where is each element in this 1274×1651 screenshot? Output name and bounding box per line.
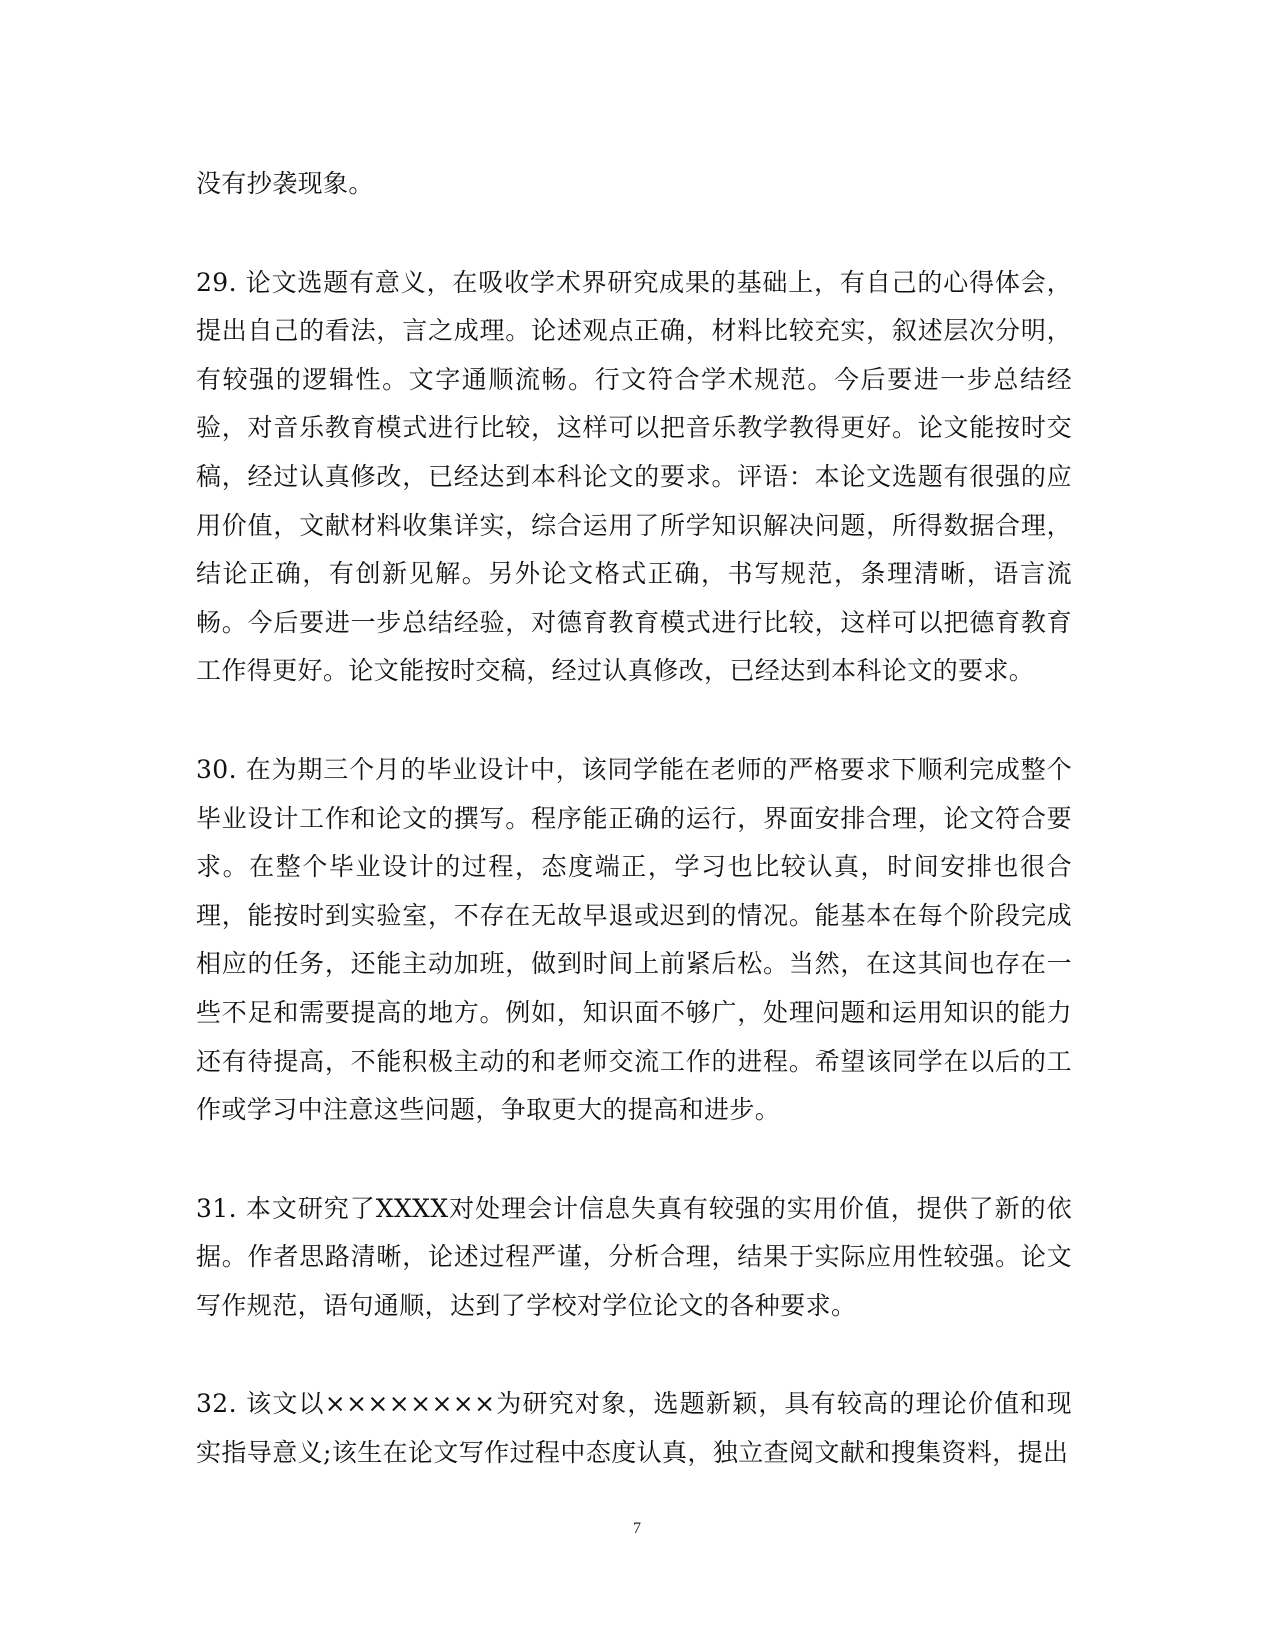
document-body	[196, 160, 1072, 1528]
paragraph-32: 32. 该文以××××××××为研究对象，选题新颖，具有较高的理论价值和现实指导意义;该生在论文写作过程中态度认真，独立查阅文献和搜集资料，提出	[196, 1389, 1072, 1468]
paragraph-31: 31. 本文研究了XXXX对处理会计信息失真有较强的实用价值，提供了新的依据。作者思路清晰，论述过程严谨，分析合理，结果于实际应用性较强。论文写作规范，语句通顺，达到了学校对学位论文的各种要求。	[196, 1193, 1072, 1320]
paragraph-29: 29. 论文选题有意义，在吸收学术界研究成果的基础上，有自己的心得体会，提出自己的看法，言之成理。论述观点正确，材料比较充实，叙述层次分明，有较强的逻辑性。文字通顺流畅。行文符合学术规范。今后要进一步总结经验，对音乐教育模式进行比较，这样可以把音乐教学教得更好。论文能按时交稿，经过认真修改，已经达到本科论文的要求。评语：本论文选题有很强的应用价值，文献材料收集详实，综合运用了所学知识解决问题，所得数据合理，结论正确，有创新见解。另外论文格式正确，书写规范，条理清晰，语言流畅。今后要进一步总结经验，对德育教育模式进行比较，这样可以把德育教育工作得更好。论文能按时交稿，经过认真修改，已经达到本科论文的要求。	[196, 267, 1072, 686]
paragraph-30: 30. 在为期三个月的毕业设计中，该同学能在老师的严格要求下顺利完成整个毕业设计工作和论文的撰写。程序能正确的运行，界面安排合理，论文符合要求。在整个毕业设计的过程，态度端正，学习也比较认真，时间安排也很合理，能按时到实验室，不存在无故早退或迟到的情况。能基本在每个阶段完成相应的任务，还能主动加班，做到时间上前紧后松。当然，在这其间也存在一些不足和需要提高的地方。例如，知识面不够广，处理问题和运用知识的能力还有待提高，不能积极主动的和老师交流工作的进程。希望该同学在以后的工作或学习中注意这些问题，争取更大的提高和进步。	[196, 754, 1072, 1125]
page-number: 7	[633, 1520, 641, 1537]
paragraph-continuation: 没有抄袭现象。	[196, 169, 374, 198]
